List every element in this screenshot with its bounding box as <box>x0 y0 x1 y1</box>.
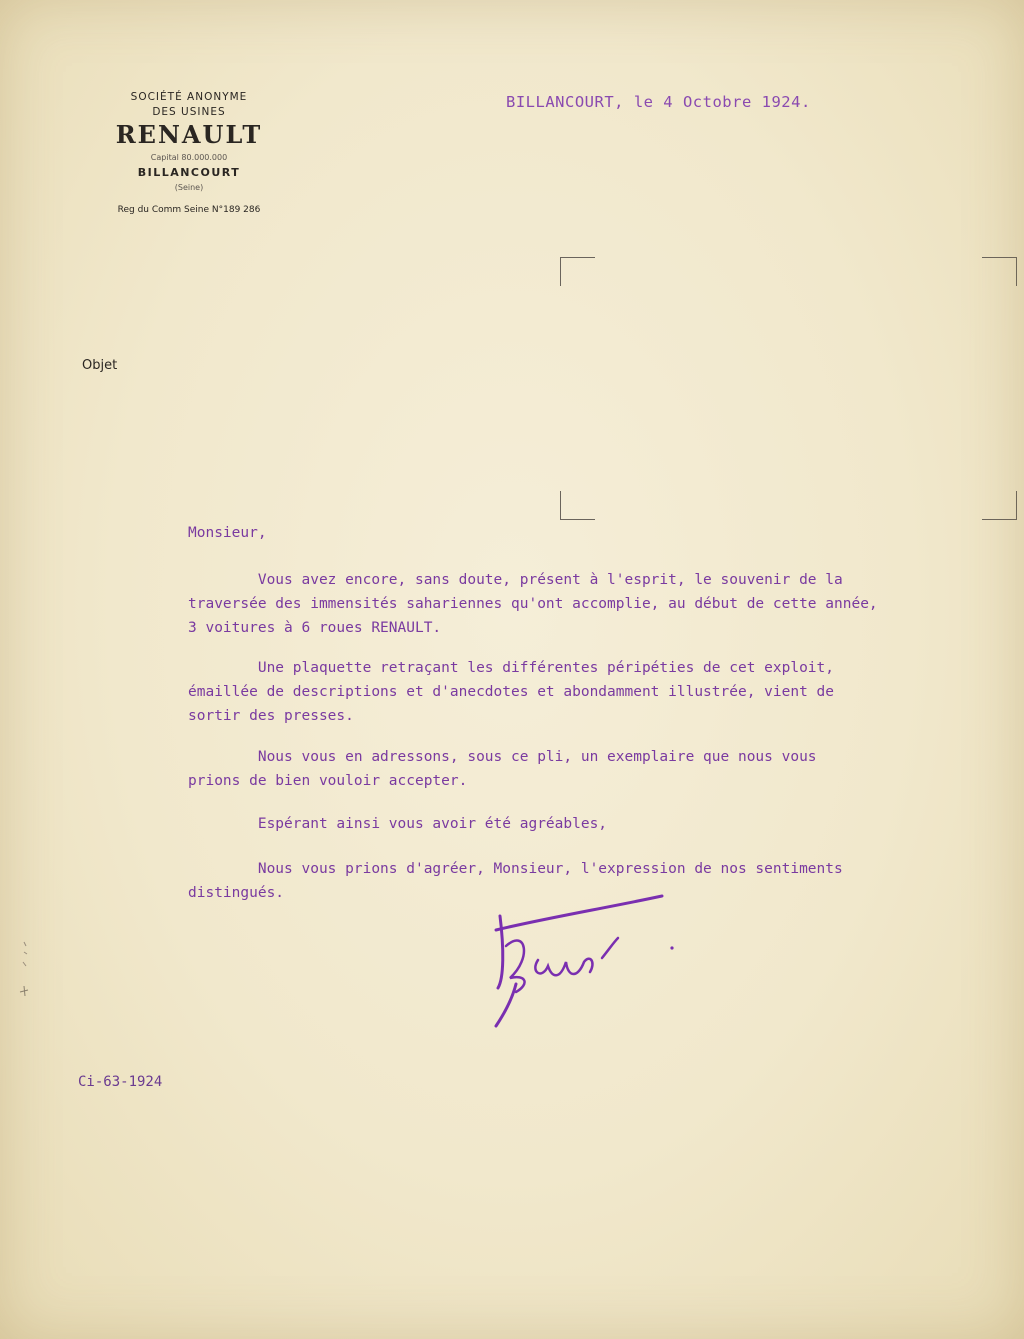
body-paragraph: Nous vous en adressons, sous ce pli, un exemplaire que nous vous prions de bien vouloir accepter. <box>188 749 817 789</box>
address-window-corner-top-right <box>982 257 1017 286</box>
letterhead-company-type-2: DES USINES <box>152 106 226 118</box>
address-window-corner-bottom-right <box>982 491 1017 520</box>
letterhead-company-type: SOCIÉTÉ ANONYME <box>130 91 248 103</box>
handwritten-signature <box>486 888 676 1033</box>
letterhead-city: BILLANCOURT <box>137 166 241 179</box>
letterhead-capital: Capital 80.000.000 <box>150 153 228 162</box>
address-window-corner-top-left <box>560 257 595 286</box>
letterhead-department: (Seine) <box>174 183 204 192</box>
letterhead-registry: Reg du Comm Seine N°189 286 <box>117 205 261 215</box>
body-paragraph: Vous avez encore, sans doute, présent à l'esprit, le souvenir de la traversée des immensités sahariennes qu'ont accomplie, au début de cette année, 3 voitures à 6 roues RENAULT. <box>188 572 878 636</box>
letterhead <box>80 90 298 217</box>
letterhead-brand: RENAULT <box>115 120 263 149</box>
closing-paragraph: Nous vous prions d'agréer, Monsieur, l'expression de nos sentiments distingués. <box>188 861 843 901</box>
body-paragraph: Une plaquette retraçant les différentes péripéties de cet exploit, émaillée de descriptions et d'anecdotes et abondamment illustrée, vient de sortir des presses. <box>188 660 835 724</box>
objet-label: Objet <box>82 358 118 373</box>
salutation: Monsieur, <box>188 525 267 541</box>
address-window-corner-bottom-left <box>560 491 595 520</box>
margin-pencil-marks <box>14 940 44 1010</box>
reference-code: Ci-63-1924 <box>78 1074 163 1090</box>
dateline: BILLANCOURT, le 4 Octobre 1924. <box>506 93 811 111</box>
body-paragraph: Espérant ainsi vous avoir été agréables, <box>188 816 608 832</box>
